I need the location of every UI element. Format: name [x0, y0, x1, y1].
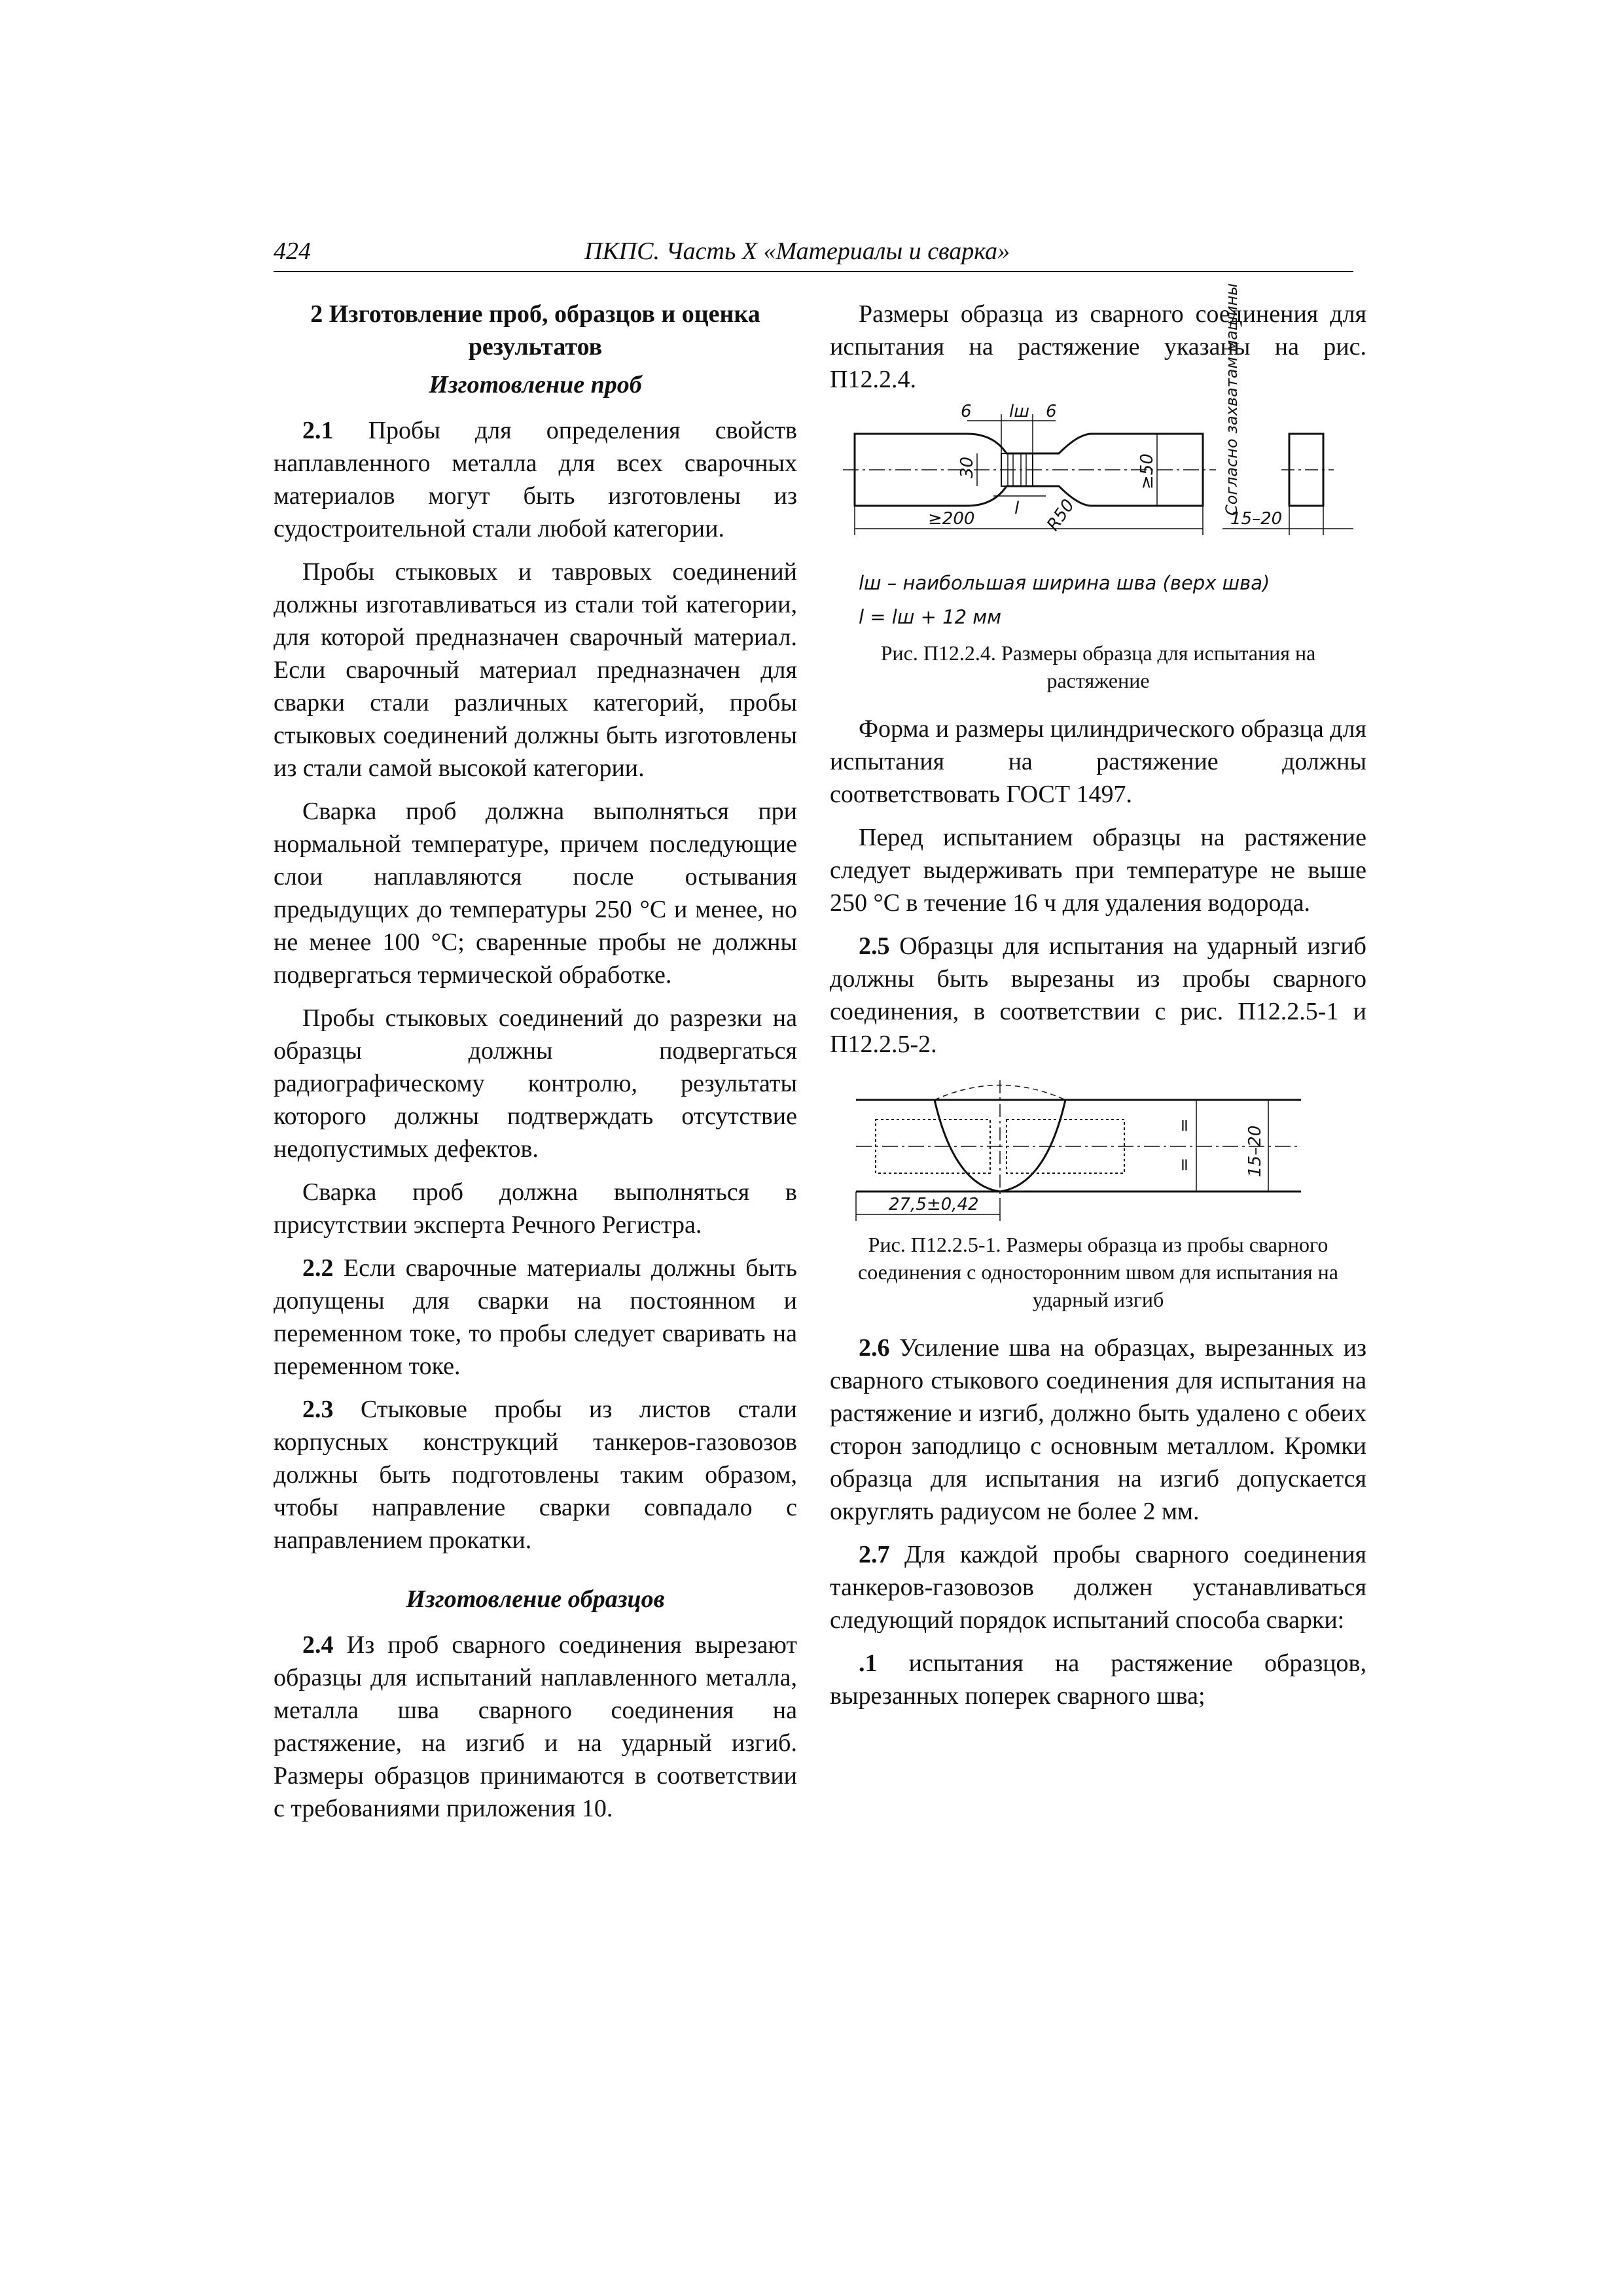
grip-note: Согласно захватам машины: [1222, 283, 1241, 516]
paragraph-2-7: [830, 1538, 1366, 1636]
dim-weld-width: lш: [1009, 402, 1030, 421]
paragraph-2-5: [830, 930, 1366, 1061]
paragraph-text: Пробы для определения свойств наплавленного металла для всех сварочных материалов могут быть изготовлены из судостроительной стали любой категории.: [274, 417, 798, 542]
clause-number: 2.5: [859, 932, 890, 960]
right-column: [830, 283, 1367, 1723]
dim-15-20: 15–20: [1245, 1125, 1265, 1177]
figure-note-1: lш – наибольшая ширина шва (верх шва): [859, 572, 1270, 594]
page-header: [274, 237, 1366, 270]
figure-caption: Рис. П12.2.5-1. Размеры образца из пробы сварного соединения с односторонним швом для испытания на ударный изгиб: [858, 1233, 1338, 1311]
dim-r50: R50: [1043, 495, 1079, 535]
left-column: [274, 298, 797, 1835]
item-number: .1: [859, 1650, 878, 1677]
paragraph-2-6: [830, 1332, 1366, 1528]
paragraph-text: Для каждой пробы сварного соединения танкеров-газовозов должен устанавливаться следующий порядок испытаний способа сварки:: [830, 1541, 1367, 1634]
list-item: [830, 1647, 1366, 1712]
figure-impact-specimen: [830, 1074, 1366, 1224]
paragraph: Пробы стыковых и тавровых соединений должны изготавливаться из стали той категории, для которой предназначен сварочный материал. Если сварочный материал предназначен для сварки стали различных категорий, пробы стыковых соединений должны быть изготовлены из стали самой высокой категории.: [274, 558, 797, 782]
paragraph-text: Если сварочные материалы должны быть допущены для сварки на постоянном и переменном токе, то пробы следует сваривать на переменном токе.: [274, 1254, 797, 1380]
dim-15-20: 15–20: [1230, 509, 1283, 529]
paragraph-2-4: [274, 1629, 797, 1825]
equal-mark-bottom: =: [1175, 1157, 1194, 1172]
running-title: ПКПС. Часть X «Материалы и сварка»: [584, 238, 1010, 265]
figure-note-2: l = lш + 12 мм: [859, 606, 1001, 628]
paragraph-text: Стыковые пробы из листов стали корпусных конструкций танкеров-газовозов должны быть подготовлены таким образом, чтобы направление сварки совпадало с направлением прокатки.: [274, 1396, 798, 1554]
section-title: 2 Изготовление проб, образцов и оценка результатов: [310, 300, 760, 361]
paragraph: Пробы стыковых соединений до разрезки на образцы должны подвергаться радиографическому контролю, результаты которого должны подтверждать отсутствие недопустимых дефектов.: [274, 1004, 797, 1163]
paragraph: Сварка проб должна выполняться в присутствии эксперта Речного Регистра.: [274, 1178, 797, 1239]
paragraph-text: Усиление шва на образцах, вырезанных из сварного стыкового соединения для испытания на растяжение и изгиб, должно быть удалено с обеих сторон заподлицо с основным металлом. Кромки образца для испытания на изгиб допускается округлять радиусом не более 2 мм.: [830, 1334, 1367, 1525]
dim-l: l: [1014, 499, 1020, 518]
clause-number: 2.4: [302, 1631, 334, 1659]
clause-number: 2.2: [302, 1254, 334, 1282]
dim-27-5: 27,5±0,42: [889, 1195, 979, 1214]
dim-30: 30: [957, 456, 977, 478]
dim-200: ≥200: [928, 509, 975, 529]
clause-number: 2.3: [302, 1396, 334, 1423]
header-rule: [274, 271, 1353, 272]
paragraph-text: Из проб сварного соединения вырезают образцы для испытаний наплавленного металла, металла шва сварного соединения на растяжение, на изгиб и на ударный изгиб. Размеры образцов принимаются в соответствии с требованиями приложения 10.: [274, 1631, 797, 1822]
paragraph-2-3: [274, 1393, 797, 1557]
impact-specimen-drawing: [830, 1074, 1366, 1224]
equal-mark-top: =: [1175, 1118, 1194, 1133]
dim-6-right: 6: [1046, 402, 1057, 421]
paragraph: Перед испытанием образцы на растяжение следует выдерживать при температуре не выше 250 °С в течение 16 ч для удаления водорода.: [830, 824, 1366, 917]
paragraph: Сварка проб должна выполняться при нормальной температуре, причем последующие слои наплавляются после остывания предыдущих до температуры 250 °С и менее, но не менее 100 °С; сваренные пробы не должны подвергаться термической обработке.: [274, 798, 797, 989]
figure-caption: Рис. П12.2.4. Размеры образца для испытания на растяжение: [880, 641, 1316, 692]
paragraph: Размеры образца из сварного соединения для испытания на растяжение указаны на рис. П12.2.4.: [830, 300, 1366, 393]
page-number: 424: [274, 238, 311, 265]
subsection-title-specimens: Изготовление образцов: [406, 1585, 665, 1613]
item-text: испытания на растяжение образцов, вырезанных поперек сварного шва;: [830, 1650, 1366, 1710]
dim-6-left: 6: [961, 402, 972, 421]
clause-number: 2.1: [302, 417, 334, 444]
paragraph: Форма и размеры цилиндрического образца для испытания на растяжение должны соответствовать ГОСТ 1497.: [830, 715, 1366, 808]
paragraph-text: Образцы для испытания на ударный изгиб должны быть вырезаны из пробы сварного соединения, в соответствии с рис. П12.2.5-1 и П12.2.5-2.: [830, 932, 1366, 1058]
dim-50: ≥50: [1137, 453, 1157, 489]
clause-number: 2.6: [859, 1334, 890, 1362]
paragraph-2-2: [274, 1252, 797, 1383]
clause-number: 2.7: [859, 1541, 890, 1568]
paragraph-2-1: [274, 414, 797, 545]
subsection-title-probes: Изготовление проб: [429, 371, 642, 398]
